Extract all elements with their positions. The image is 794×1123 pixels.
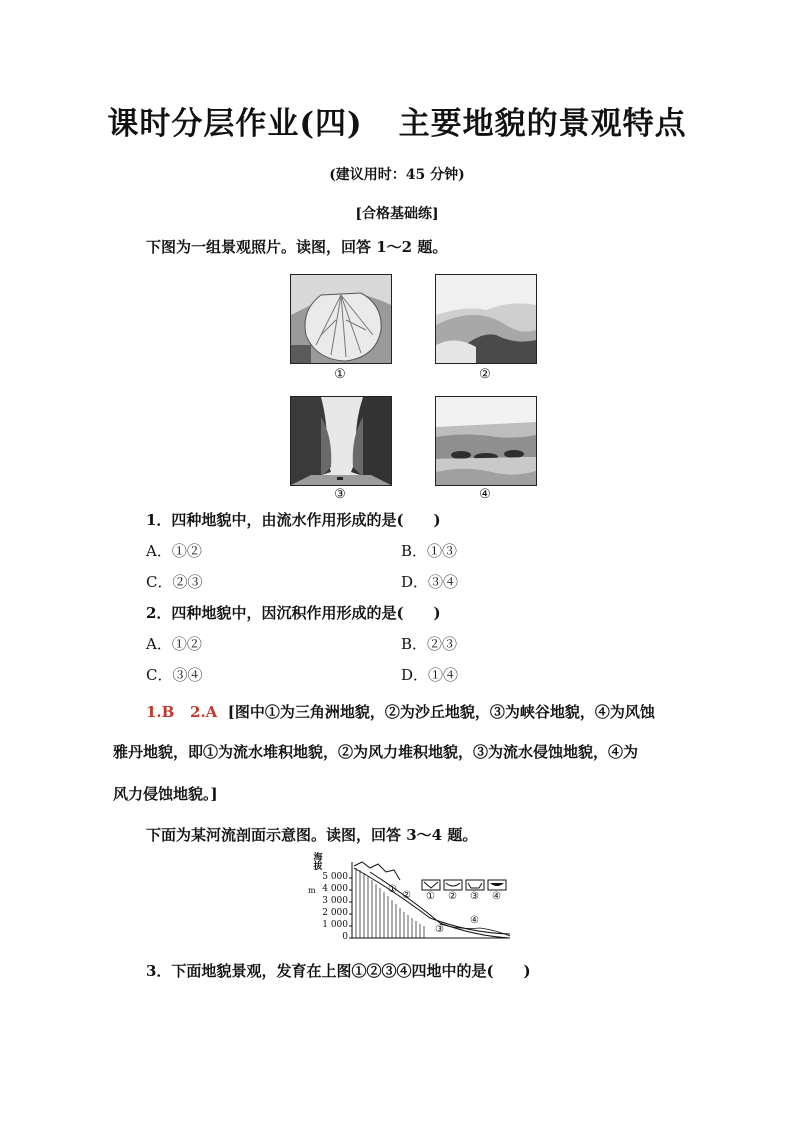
- intro-text-1: 下图为一组景观照片。读图，回答 1～2 题。: [146, 238, 448, 256]
- photo-label-1: ①: [334, 367, 346, 382]
- time-note: (建议用时：45 分钟): [329, 167, 465, 183]
- answer-explanation-3: 风力侵蚀地貌。]: [113, 785, 218, 803]
- question-1-option-c: C．②③: [146, 573, 203, 591]
- photo-label-4: ④: [479, 487, 491, 502]
- page-title: [0, 98, 794, 143]
- question-1-option-a: A．①②: [146, 542, 202, 560]
- answer-explanation-1: [图中①为三角洲地貌，②为沙丘地貌，③为峡谷地貌，④为风蚀: [227, 703, 655, 721]
- axis-tick-2000: 2 000: [322, 908, 348, 918]
- river-profile-diagram: [300, 853, 520, 944]
- question-2-stem: 2．四种地貌中，因沉积作用形成的是( ): [146, 604, 441, 622]
- question-2-option-a: A．①②: [146, 635, 202, 653]
- site-label-1: ①: [388, 884, 397, 895]
- question-1-option-b: B．①③: [401, 542, 458, 560]
- answer-line-1: [146, 701, 655, 722]
- question-1-option-d: D．③④: [401, 573, 459, 591]
- title-series: 课时分层作业(四): [107, 106, 363, 142]
- axis-unit: m: [308, 886, 316, 895]
- legend-label-2: ②: [448, 891, 457, 902]
- photo-label-2: ②: [479, 367, 491, 382]
- photo-label-3: ③: [334, 487, 346, 502]
- axis-tick-5000: 5 000: [322, 872, 348, 882]
- axis-tick-1000: 1 000: [322, 920, 348, 930]
- photo-delta: [290, 274, 392, 364]
- intro-text-2: 下面为某河流剖面示意图。读图，回答 3～4 题。: [146, 826, 478, 844]
- axis-tick-4000: 4 000: [322, 884, 348, 894]
- title-topic: 主要地貌的景观特点: [398, 106, 687, 142]
- photo-canyon: [290, 396, 392, 486]
- legend-label-3: ③: [470, 891, 479, 902]
- legend-label-1: ①: [426, 891, 435, 902]
- photo-yardang: [435, 396, 537, 486]
- question-2-option-d: D．①④: [401, 666, 459, 684]
- question-1-stem: 1．四种地貌中，由流水作用形成的是( ): [146, 511, 441, 529]
- question-2-option-b: B．②③: [401, 635, 458, 653]
- answer-explanation-2: 雅丹地貌，即①为流水堆积地貌，②为风力堆积地貌，③为流水侵蚀地貌，④为: [113, 743, 639, 761]
- axis-tick-3000: 3 000: [322, 896, 348, 906]
- legend-label-4: ④: [492, 891, 501, 902]
- axis-tick-0: 0: [342, 932, 348, 942]
- question-3-stem: 3．下面地貌景观，发育在上图①②③④四地中的是( ): [146, 962, 531, 980]
- answer-key-1: 1.B: [146, 703, 175, 721]
- photo-dunes: [435, 274, 537, 364]
- site-label-4: ④: [470, 915, 479, 926]
- site-label-2: ②: [402, 890, 411, 901]
- axis-title: 海拔: [313, 853, 323, 872]
- site-label-3: ③: [435, 924, 444, 935]
- section-heading: [合格基础练]: [355, 206, 439, 222]
- question-2-option-c: C．③④: [146, 666, 203, 684]
- answer-key-2: 2.A: [190, 703, 218, 721]
